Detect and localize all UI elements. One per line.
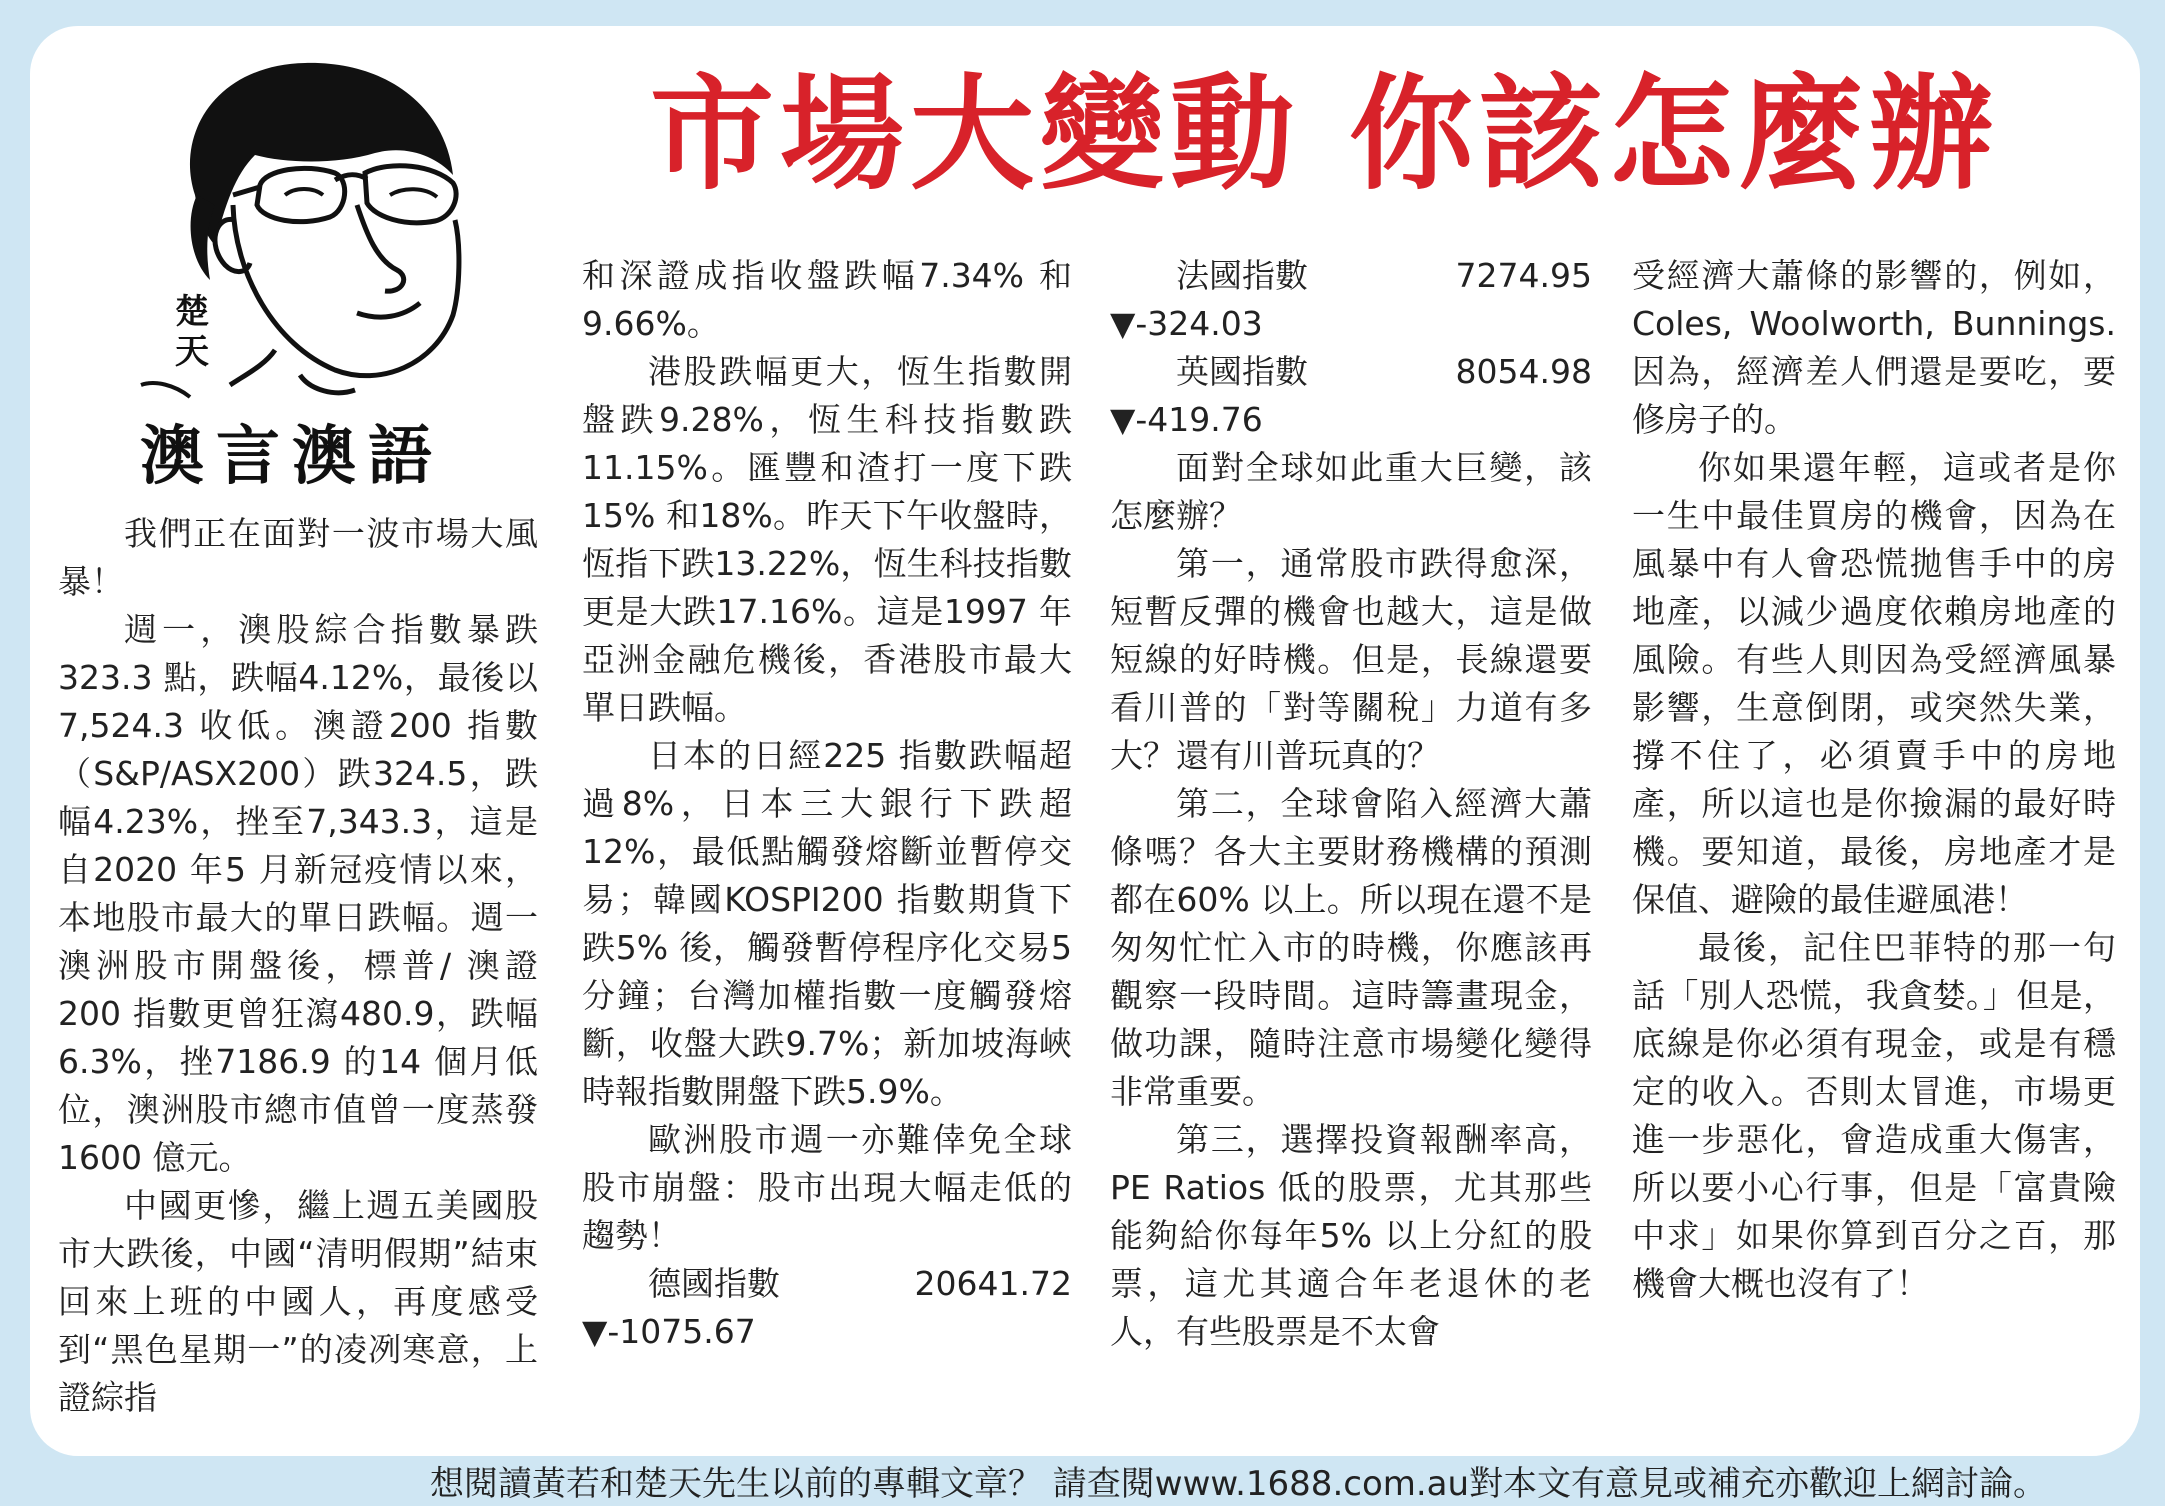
index-change: ▼-419.76 (1110, 400, 1263, 439)
paragraph: 歐洲股市週一亦難倖免全球股市崩盤：股市出現大幅走低的趨勢！ (582, 1120, 1072, 1255)
index-line-uk (1110, 348, 1592, 396)
paragraph: 和深證成指收盤跌幅7.34% 和9.66%。 (582, 256, 1072, 343)
index-value: 7274.95 (1455, 256, 1592, 295)
paragraph: 受經濟大蕭條的影響的，例如，Coles, Woolworth, Bunnings. 因為，經濟差人們還是要吃，要修房子的。 (1632, 256, 2116, 439)
index-value: 8054.98 (1455, 352, 1592, 391)
paragraph: 我們正在面對一波市場大風暴！ (58, 514, 538, 601)
paragraph: 第二，全球會陷入經濟大蕭條嗎？各大主要財務機構的預測都在60% 以上。所以現在還不是匆匆忙忙入市的時機，你應該再觀察一段時間。這時籌畫現金，做功課，隨時注意市場變化變得非常重要。 (1110, 784, 1592, 1111)
index-change: ▼-1075.67 (582, 1312, 756, 1351)
index-name: 英國指數 (1176, 352, 1308, 391)
paragraph: 中國更慘，繼上週五美國股市大跌後，中國“清明假期”結束回來上班的中國人，再度感受到“黑色星期一”的凌冽寒意，上證綜指 (58, 1186, 538, 1417)
index-line-france (1110, 252, 1592, 300)
index-change: ▼-324.03 (1110, 304, 1263, 343)
article-column-4 (1632, 252, 2116, 1308)
paragraph: 第三，選擇投資報酬率高，PE Ratios 低的股票，尤其那些能夠給你每年5% 以上分紅的股票，這尤其適合年老退休的老人，有些股票是不太會 (1110, 1120, 1592, 1351)
index-name: 法國指數 (1176, 256, 1308, 295)
paragraph: 第一，通常股市跌得愈深，短暫反彈的機會也越大，這是做短線的好時機。但是，長線還要看川普的「對等關稅」力道有多大？還有川普玩真的？ (1110, 544, 1592, 775)
paragraph: 面對全球如此重大巨變，該怎麼辦？ (1110, 448, 1592, 535)
headline: 市場大變動 你該怎麼辦 (650, 63, 2000, 207)
article-column-2 (582, 252, 1072, 1356)
article-column-1 (58, 510, 538, 1422)
paragraph: 港股跌幅更大，恆生指數開盤跌9.28%，恆生科技指數跌11.15%。匯豐和渣打一度下跌15% 和18%。昨天下午收盤時，恆指下跌13.22%，恆生科技指數更是大跌17.16%。這是1997 年亞洲金融危機後，香港股市最大單日跌幅。 (582, 352, 1072, 727)
column-title: 澳言澳語 (140, 419, 444, 494)
paragraph: 週一，澳股綜合指數暴跌323.3 點，跌幅4.12%，最後以7,524.3 收低。澳證200 指數（S&P/ASX200）跌324.5，跌幅4.23%，挫至7,343.3，這是自2020 年5 月新冠疫情以來，本地股市最大的單日跌幅。週一澳洲股市開盤後，標普/ 澳證200 指數更曾狂瀉480.9，跌幅6.3%，挫7186.9 的14 個月低位，澳洲股市總市值曾一度蒸發1600 億元。 (58, 610, 538, 1177)
article-column-3 (1110, 252, 1592, 1356)
footer-note: 想閱讀黃若和楚天先生以前的專輯文章？ 請查閱www.1688.com.au對本文有意見或補充亦歡迎上網討論。 (430, 1464, 2048, 1504)
paragraph: 最後，記住巴菲特的那一句話「別人恐慌，我貪婪。」但是，底線是你必須有現金，或是有穩定的收入。否則太冒進，市場更進一步惡化，會造成重大傷害，所以要小心行事，但是「富貴險中求」如果你算到百分之百，那機會大概也沒有了！ (1632, 928, 2116, 1303)
author-signature: 楚天 (175, 292, 209, 372)
index-line-germany (582, 1260, 1072, 1308)
paragraph: 你如果還年輕，這或者是你一生中最佳買房的機會，因為在風暴中有人會恐慌拋售手中的房地產，以減少過度依賴房地產的風險。有些人則因為受經濟風暴影響，生意倒閉，或突然失業，撐不住了，必須賣手中的房地產，所以這也是你撿漏的最好時機。要知道，最後，房地產才是保值、避險的最佳避風港！ (1632, 448, 2116, 919)
index-name: 德國指數 (648, 1264, 780, 1303)
index-value: 20641.72 (914, 1264, 1072, 1303)
paragraph: 日本的日經225 指數跌幅超過8%，日本三大銀行下跌超12%，最低點觸發熔斷並暫停交易；韓國KOSPI200 指數期貨下跌5% 後，觸發暫停程序化交易5 分鐘；台灣加權指數一度觸發熔斷，收盤大跌9.7%；新加坡海峽時報指數開盤下跌5.9%。 (582, 736, 1072, 1111)
